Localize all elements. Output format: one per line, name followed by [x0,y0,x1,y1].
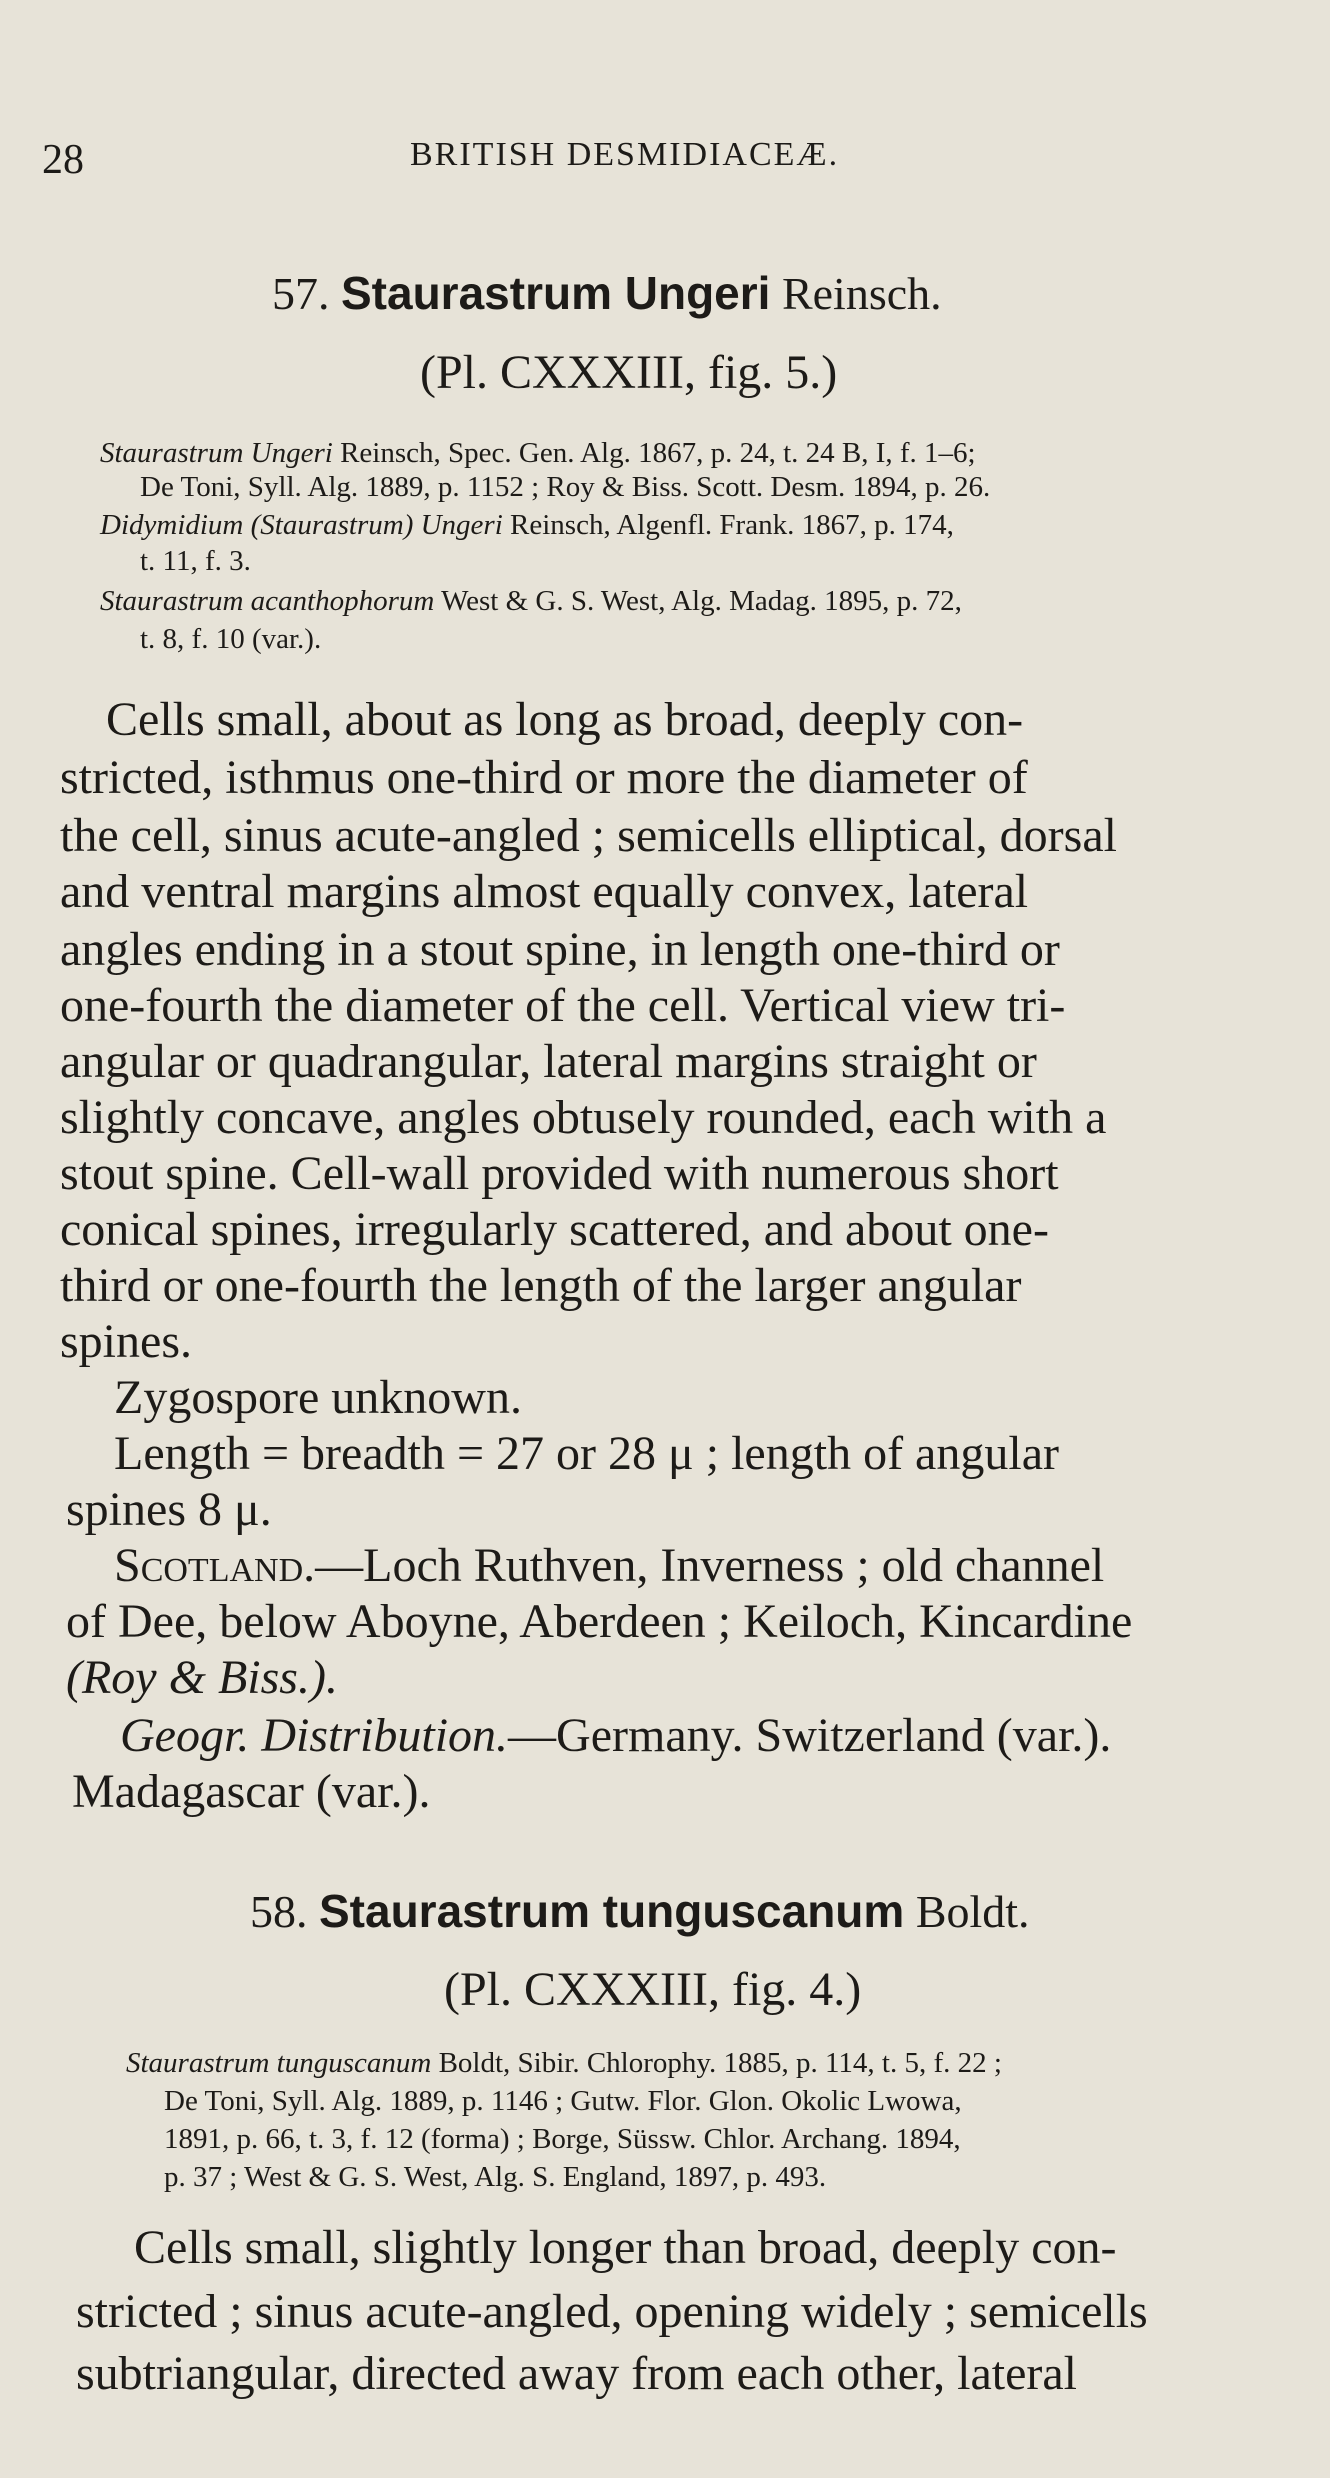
synonym-line: De Toni, Syll. Alg. 1889, p. 1146 ; Gutw. Flor. Glon. Okolic Lwowa, [164,2085,962,2117]
species-58-plate-ref: (Pl. CXXXIII, fig. 4.) [444,1963,862,2016]
description-line: angular or quadrangular, lateral margins straight or [60,1035,1037,1088]
synonym-line: p. 37 ; West & G. S. West, Alg. S. England, 1897, p. 493. [164,2161,827,2193]
synonym-line: Didymidium (Staurastrum) Ungeri Reinsch, Algenfl. Frank. 1867, p. 174, [100,509,954,541]
description-line: the cell, sinus acute-angled ; semicells elliptical, dorsal [60,809,1117,862]
description-line: slightly concave, angles obtusely rounded, each with a [60,1091,1107,1144]
description-line: stricted ; sinus acute-angled, opening widely ; semicells [76,2285,1148,2338]
description-line: Cells small, slightly longer than broad, deeply con- [134,2221,1117,2274]
running-title: BRITISH DESMIDIACEÆ. [410,136,840,173]
species-number: 58. [250,1886,308,1937]
zygospore-note: Zygospore unknown. [114,1371,522,1424]
description-line: stricted, isthmus one-third or more the diameter of [60,751,1028,804]
page-number: 28 [42,137,84,183]
measurements-line: Length = breadth = 27 or 28 μ ; length of angular [114,1427,1059,1480]
locality-line: of Dee, below Aboyne, Aberdeen ; Keiloch, Kincardine [66,1595,1133,1648]
description-line: third or one-fourth the length of the larger angular [60,1259,1022,1312]
description-line: one-fourth the diameter of the cell. Vertical view tri- [60,979,1066,1032]
synonym-line: Staurastrum tunguscanum Boldt, Sibir. Chlorophy. 1885, p. 114, t. 5, f. 22 ; [126,2047,1002,2079]
species-author: Boldt. [915,1886,1030,1937]
description-line: spines. [60,1315,192,1368]
distribution-line: Madagascar (var.). [72,1765,431,1818]
distribution-label: Geogr. Distribution. [120,1709,509,1762]
species-58-title [250,1884,1030,1938]
synonym-line: t. 11, f. 3. [140,545,251,577]
description-line: subtriangular, directed away from each other, lateral [76,2347,1078,2400]
measurements-line: spines 8 μ. [66,1483,272,1536]
species-name: Staurastrum tunguscanum [319,1885,905,1937]
species-57-title [272,266,942,320]
synonym-line: Staurastrum acanthophorum West & G. S. West, Alg. Madag. 1895, p. 72, [100,585,962,617]
synonym-line: 1891, p. 66, t. 3, f. 12 (forma) ; Borge, Süssw. Chlor. Archang. 1894, [164,2123,961,2155]
species-number: 57. [272,268,330,319]
description-line: angles ending in a stout spine, in length one-third or [60,923,1060,976]
distribution-line: Geogr. Distribution.—Germany. Switzerland (var.). [120,1709,1112,1762]
synonym-line: t. 8, f. 10 (var.). [140,623,322,655]
species-author: Reinsch. [781,268,942,319]
description-line: Cells small, about as long as broad, deeply con- [106,693,1024,746]
description-line: conical spines, irregularly scattered, and about one- [60,1203,1049,1256]
species-57-plate-ref: (Pl. CXXXIII, fig. 5.) [420,346,838,399]
locality-line: (Roy & Biss.). [66,1651,338,1704]
locality-label: Scotland. [114,1539,316,1592]
synonym-line: De Toni, Syll. Alg. 1889, p. 1152 ; Roy & Biss. Scott. Desm. 1894, p. 26. [140,471,991,503]
species-name: Staurastrum Ungeri [341,267,771,319]
synonym-line: Staurastrum Ungeri Reinsch, Spec. Gen. Alg. 1867, p. 24, t. 24 B, I, f. 1–6; [100,437,976,469]
description-line: stout spine. Cell-wall provided with numerous short [60,1147,1059,1200]
description-line: and ventral margins almost equally convex, lateral [60,865,1029,918]
locality-line: Scotland.—Loch Ruthven, Inverness ; old channel [114,1539,1105,1592]
